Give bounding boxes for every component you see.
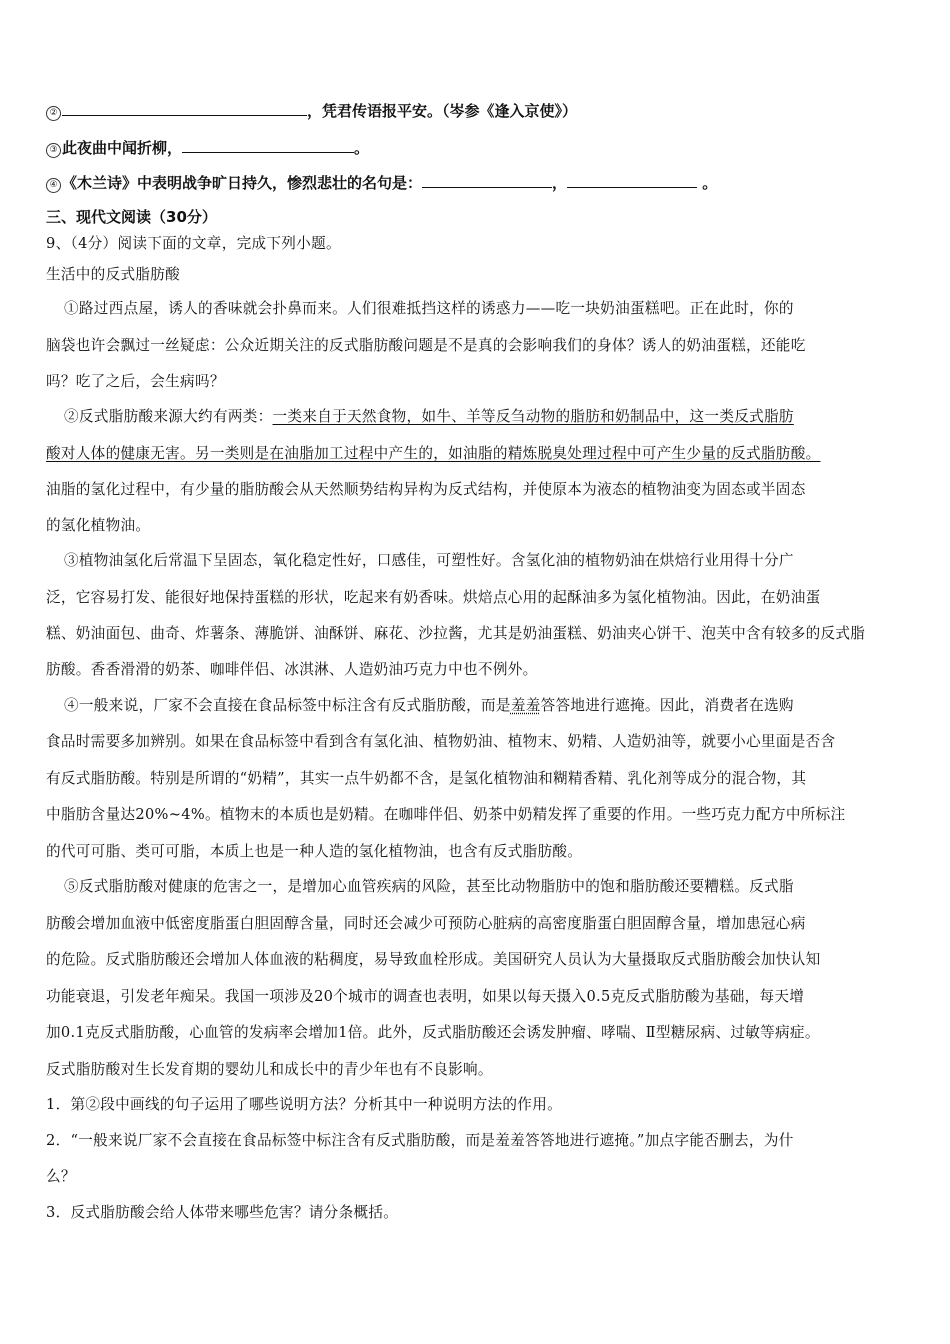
paragraph-text: ④一般来说，厂家不会直接在食品标签中标注含有反式脂肪酸，而是	[64, 697, 511, 714]
paragraph-1-line: ①路过西点屋，诱人的香味就会扑鼻而来。人们很难抵挡这样的诱惑力——吃一块奶油蛋糕吧。正在此时，你的	[64, 300, 794, 317]
question-text: ，凭君传语报平安。（岑参《逢入京使》）	[307, 102, 578, 120]
answer-blank[interactable]	[182, 138, 354, 153]
underlined-sentence: 一类来自于天然食物，如牛、羊等反刍动物的脂肪和奶制品中，这一类反式脂肪	[272, 408, 794, 425]
paragraph-1-line: 吗？吃了之后，会生病吗？	[46, 373, 225, 390]
sub-question-1: 1．第②段中画线的句子运用了哪些说明方法？分析其中一种说明方法的作用。	[46, 1096, 562, 1113]
article-title: 生活中的反式脂肪酸	[46, 266, 181, 283]
fill-in-question-4	[46, 172, 906, 193]
answer-blank[interactable]	[422, 173, 552, 188]
paragraph-5-line: 肪酸会增加血液中低密度脂蛋白胆固醇含量，同时还会减少可预防心脏病的高密度脂蛋白胆固醇含量，增加患冠心病	[46, 915, 806, 932]
paragraph-4-line: 的代可可脂、类可可脂，本质上也是一种人造的氢化植物油，也含有反式脂肪酸。	[46, 843, 583, 860]
paragraph-text: 答答地进行遮掩。因此，消费者在选购	[540, 697, 794, 714]
question-text: 。	[354, 139, 370, 157]
emphasized-word: 羞羞	[510, 697, 541, 714]
paragraph-3-line: 糕、奶油面包、曲奇、炸薯条、薄脆饼、油酥饼、麻花、沙拉酱，尤其是奶油蛋糕、奶油夹心饼干、泡芙中含有较多的反式脂	[46, 625, 866, 642]
answer-blank[interactable]	[62, 101, 307, 116]
question-text: 。	[697, 174, 718, 192]
paragraph-5-line: 反式脂肪酸对生长发育期的婴幼儿和成长中的青少年也有不良影响。	[46, 1061, 493, 1078]
paragraph-5-line: 功能衰退，引发老年痴呆。我国一项涉及20个城市的调查也表明，如果以每天摄入0.5克反式脂肪酸为基础，每天增	[46, 988, 805, 1005]
sub-question-2-continued: 么？	[46, 1168, 76, 1185]
paragraph-3-line: 肪酸。香香滑滑的奶茶、咖啡伴侣、冰淇淋、人造奶油巧克力中也不例外。	[46, 661, 538, 678]
sub-question-2: 2．“一般来说厂家不会直接在食品标签中标注含有反式脂肪酸，而是羞羞答答地进行遮掩。”加点字能否删去，为什	[46, 1132, 794, 1149]
question-text: ，	[552, 174, 568, 192]
paragraph-2-line	[46, 442, 906, 463]
paragraph-text: ②反式脂肪酸来源大约有两类：	[64, 408, 273, 425]
paragraph-2-line: 的氢化植物油。	[46, 517, 151, 534]
question-marker-3: ③	[46, 143, 61, 158]
question-text: 此夜曲中闻折柳，	[62, 139, 183, 157]
fill-in-question-3	[46, 137, 906, 158]
question-text: 《木兰诗》中表明战争旷日持久，惨烈悲壮的名句是：	[62, 174, 423, 192]
paragraph-3-line: 泛，它容易打发、能很好地保持蛋糕的形状，吃起来有奶香味。烘焙点心用的起酥油多为氢化植物油。因此，在奶油蛋	[46, 589, 821, 606]
paragraph-4-line	[64, 694, 906, 715]
paragraph-1-line: 脑袋也许会飘过一丝疑虑：公众近期关注的反式脂肪酸问题是不是真的会影响我们的身体？诱人的奶油蛋糕，还能吃	[46, 337, 806, 354]
answer-blank[interactable]	[567, 173, 697, 188]
sub-question-3: 3．反式脂肪酸会给人体带来哪些危害？请分条概括。	[46, 1204, 399, 1221]
paragraph-5-line: 的危险。反式脂肪酸还会增加人体血液的粘稠度，易导致血栓形成。美国研究人员认为大量摄取反式脂肪酸会加快认知	[46, 951, 821, 968]
paragraph-4-line: 食品时需要多加辨别。如果在食品标签中看到含有氢化油、植物奶油、植物末、奶精、人造奶油等，就要小心里面是否含	[46, 733, 836, 750]
paragraph-5-line: ⑤反式脂肪酸对健康的危害之一，是增加心血管疾病的风险，甚至比动物脂肪中的饱和脂肪酸还要糟糕。反式脂	[64, 878, 794, 895]
fill-in-question-2	[46, 100, 906, 121]
paragraph-2-line	[64, 405, 906, 426]
section-heading: 三、现代文阅读（30分）	[46, 208, 217, 226]
paragraph-4-line: 中脂肪含量达20%~4%。植物末的本质也是奶精。在咖啡伴侣、奶茶中奶精发挥了重要的作用。一些巧克力配方中所标注	[46, 806, 846, 823]
question-instruction: 9、（4分）阅读下面的文章，完成下列小题。	[46, 235, 341, 252]
paragraph-2-line: 油脂的氢化过程中，有少量的脂肪酸会从天然顺势结构异构为反式结构，并使原本为液态的植物油变为固态或半固态	[46, 481, 806, 498]
underlined-sentence: 酸对人体的健康无害。另一类则是在油脂加工过程中产生的，如油脂的精炼脱臭处理过程中可产生少量的反式脂肪酸。	[46, 445, 821, 462]
paragraph-3-line: ③植物油氢化后常温下呈固态，氧化稳定性好，口感佳，可塑性好。含氢化油的植物奶油在烘焙行业用得十分广	[64, 552, 794, 569]
question-marker-2: ②	[46, 106, 61, 121]
paragraph-4-line: 有反式脂肪酸。特别是所谓的“奶精”，其实一点牛奶都不含，是氢化植物油和糊精香精、乳化剂等成分的混合物，其	[46, 770, 807, 787]
question-marker-4: ④	[46, 178, 61, 193]
paragraph-5-line: 加0.1克反式脂肪酸，心血管的发病率会增加1倍。此外，反式脂肪酸还会诱发肿瘤、哮喘、Ⅱ型糖尿病、过敏等病症。	[46, 1024, 820, 1041]
